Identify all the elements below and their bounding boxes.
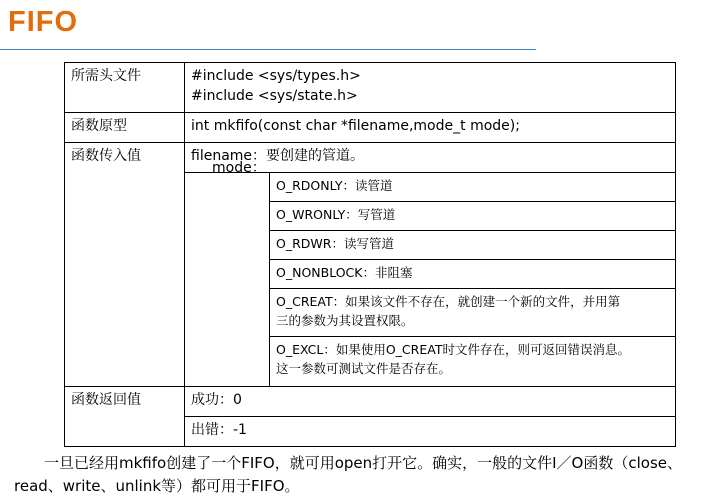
mode-option: O_RDWR：读写管道 [269,230,676,260]
row-value-prototype: int mkfifo(const char *filename,mode_t mode); [184,112,676,143]
table-row-return [64,386,676,447]
include-line: #include <sys/types.h> [191,68,361,84]
body-paragraph: 一旦已经用mkfifo创建了一个FIFO，就可用open打开它。确实，一般的文件I／O函数（close、read、write、unlink等）都可用于FIFO。 [14,454,682,495]
return-success: 成功：0 [184,386,676,417]
title-underline [0,49,536,50]
mode-option-line: O_EXCL：如果使用O_CREAT时文件存在，则可返回错误消息。 [276,342,630,357]
param-filename: filename：要创建的管道。 [184,142,676,173]
row-label-prototype: 函数原型 [64,112,185,143]
page-title: FIFO [8,6,79,38]
mode-option: O_NONBLOCK：非阻塞 [269,259,676,289]
mode-option-line: 三的参数为其设置权限。 [276,313,414,328]
mkfifo-table [64,62,676,447]
row-label-return: 函数返回值 [64,386,185,447]
table-row-prototype [64,112,676,143]
mode-option: O_RDONLY：读管道 [269,172,676,202]
table-row-headers [64,62,676,113]
row-label-params: 函数传入值 [64,142,185,387]
return-error: 出错：-1 [184,416,676,447]
mode-option [269,288,676,337]
include-line: #include <sys/state.h> [191,88,358,104]
table-row-params [64,142,676,387]
row-label-headers: 所需头文件 [64,62,185,113]
mode-option: O_WRONLY：写管道 [269,201,676,231]
mode-option [269,336,676,387]
row-value-headers [184,62,676,113]
mode-option-line: 这一参数可测试文件是否存在。 [276,361,452,376]
param-mode-label: mode： [212,160,266,176]
mode-option-line: O_CREAT：如果该文件不存在，就创建一个新的文件，并用第 [276,294,621,309]
